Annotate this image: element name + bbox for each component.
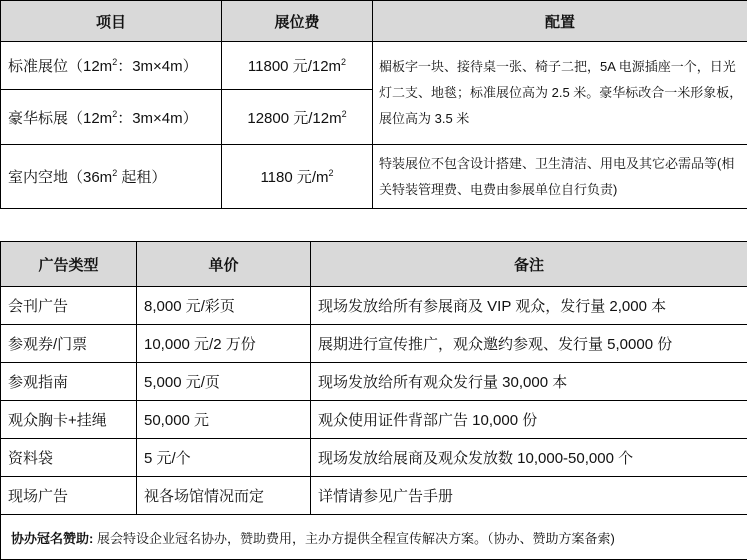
ad-type-cell: 参观券/门票 <box>1 325 137 363</box>
ad-row <box>1 477 747 515</box>
booth-item-cell: 室内空地（$36m^2$ 起租） <box>1 145 222 209</box>
ad-row <box>1 401 747 439</box>
ad-header-row <box>1 242 747 287</box>
sponsor-label: 协办冠名赞助: <box>11 531 93 546</box>
booth-price-cell: 11800 元$/12m^2$ <box>222 42 373 90</box>
advertising-table <box>0 241 747 560</box>
booth-item-cell: 标准展位（$12m^2$：3m×4m） <box>1 42 222 90</box>
ad-price-cell: 视各场馆情况而定 <box>137 477 311 515</box>
ad-price-cell: 50,000 元 <box>137 401 311 439</box>
header-booth-fee: 展位费 <box>222 1 373 42</box>
ad-price-cell: 5 元/个 <box>137 439 311 477</box>
ad-type-cell: 现场广告 <box>1 477 137 515</box>
booth-config-standard: 楣板字一块、接待桌一张、椅子二把，5A 电源插座一个，日光灯二支、地毯；标准展位高为 2.5 米。豪华标改合一米形象板，展位高为 3.5 米 <box>373 42 747 145</box>
ad-row <box>1 439 747 477</box>
booth-header-row <box>1 1 747 42</box>
ad-note-cell: 展期进行宣传推广，观众邀约参观、发行量 5,0000 份 <box>311 325 747 363</box>
header-unit-price: 单价 <box>137 242 311 287</box>
ad-type-cell: 会刊广告 <box>1 287 137 325</box>
booth-config-space: 特装展位不包含设计搭建、卫生清洁、用电及其它必需品等(相关特装管理费、电费由参展单位自行负责) <box>373 145 747 209</box>
booth-price-cell: 1180 元$/m^2$ <box>222 145 373 209</box>
booth-item-cell: 豪华标展（$12m^2$：3m×4m） <box>1 90 222 145</box>
booth-row-space <box>1 145 747 209</box>
ad-row <box>1 287 747 325</box>
ad-price-cell: 5,000 元/页 <box>137 363 311 401</box>
header-ad-type: 广告类型 <box>1 242 137 287</box>
ad-note-cell: 现场发放给展商及观众发放数 10,000-50,000 个 <box>311 439 747 477</box>
ad-type-cell: 参观指南 <box>1 363 137 401</box>
ad-note-cell: 观众使用证件背部广告 10,000 份 <box>311 401 747 439</box>
sponsor-row <box>1 515 747 560</box>
ad-row <box>1 325 747 363</box>
ad-price-cell: 10,000 元/2 万份 <box>137 325 311 363</box>
header-item: 项目 <box>1 1 222 42</box>
header-configuration: 配置 <box>373 1 747 42</box>
ad-note-cell: 现场发放给所有参展商及 VIP 观众，发行量 2,000 本 <box>311 287 747 325</box>
ad-type-cell: 资料袋 <box>1 439 137 477</box>
ad-note-cell: 详情请参见广告手册 <box>311 477 747 515</box>
booth-fee-table <box>0 0 747 209</box>
sponsor-text: 展会特设企业冠名协办，赞助费用，主办方提供全程宣传解决方案。（协办、赞助方案备索) <box>93 531 614 546</box>
booth-row-standard <box>1 42 747 90</box>
ad-note-cell: 现场发放给所有观众发行量 30,000 本 <box>311 363 747 401</box>
ad-price-cell: 8,000 元/彩页 <box>137 287 311 325</box>
ad-row <box>1 363 747 401</box>
header-remarks: 备注 <box>311 242 747 287</box>
ad-type-cell: 观众胸卡+挂绳 <box>1 401 137 439</box>
booth-price-cell: 12800 元$/12m^2$ <box>222 90 373 145</box>
sponsor-cell <box>1 515 747 560</box>
